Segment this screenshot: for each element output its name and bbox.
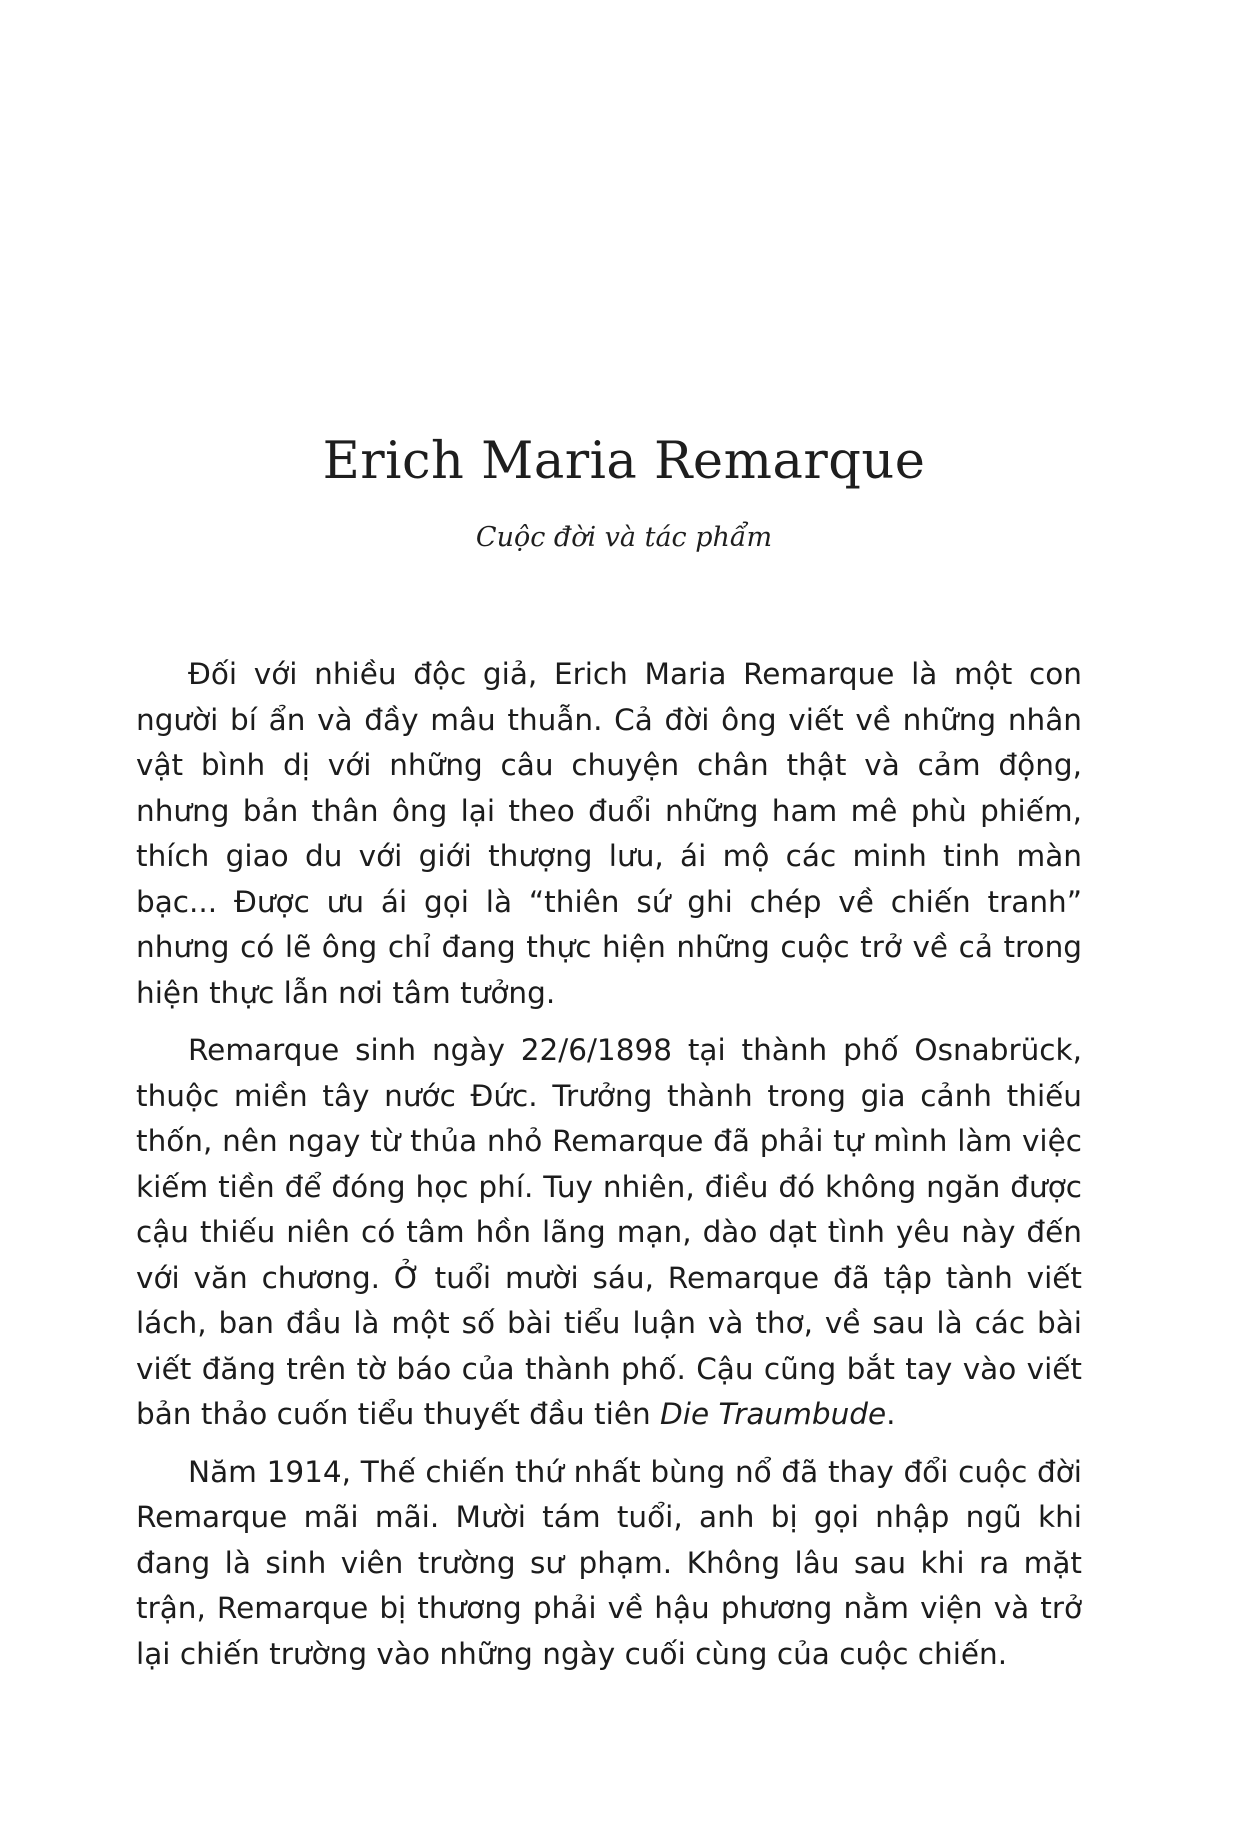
book-title-italic: Die Traumbude — [660, 1397, 887, 1431]
body-text — [136, 652, 1082, 1689]
chapter-title: Erich Maria Remarque — [322, 432, 926, 491]
paragraph-1 — [136, 652, 1082, 1016]
chapter-subtitle: Cuộc đời và tác phẩm — [475, 522, 773, 553]
paragraph-1-text: Đối với nhiều độc giả, Erich Maria Remarque là một con người bí ẩn và đầy mâu thuẫn. Cả đời ông viết về những nhân vật bình dị với những câu chuyện chân thật và cảm động, nhưng bản thân ông lại theo đuổi những ham mê phù phiếm, thích giao du với giới thượng lưu, ái mộ các minh tinh màn bạc... Được ưu ái gọi là “thiên sứ ghi chép về chiến tranh” nhưng có lẽ ông chỉ đang thực hiện những cuộc trở về cả trong hiện thực lẫn nơi tâm tưởng. — [136, 657, 1082, 1010]
paragraph-3-text: Năm 1914, Thế chiến thứ nhất bùng nổ đã thay đổi cuộc đời Remarque mãi mãi. Mười tám tuổi, anh bị gọi nhập ngũ khi đang là sinh viên trường sư phạm. Không lâu sau khi ra mặt trận, Remarque bị thương phải về hậu phương nằm viện và trở lại chiến trường vào những ngày cuối cùng của cuộc chiến. — [136, 1454, 1082, 1671]
paragraph-2 — [136, 1028, 1082, 1438]
paragraph-3 — [136, 1450, 1082, 1678]
paragraph-2-text: Remarque sinh ngày 22/6/1898 tại thành phố Osnabrück, thuộc miền tây nước Đức. Trưởng thành trong gia cảnh thiếu thốn, nên ngay từ thủa nhỏ Remarque đã phải tự mình làm việc kiếm tiền để đóng học phí. Tuy nhiên, điều đó không ngăn được cậu thiếu niên có tâm hồn lãng mạn, dào dạt tình yêu này đến với văn chương. Ở tuổi mười sáu, Remarque đã tập tành viết lách, ban đầu là một số bài tiểu luận và thơ, về sau là các bài viết đăng trên tờ báo của thành phố. Cậu cũng bắt tay vào viết bản thảo cuốn tiểu thuyết đầu tiên — [136, 1033, 1082, 1431]
paragraph-2-end: . — [886, 1397, 896, 1431]
